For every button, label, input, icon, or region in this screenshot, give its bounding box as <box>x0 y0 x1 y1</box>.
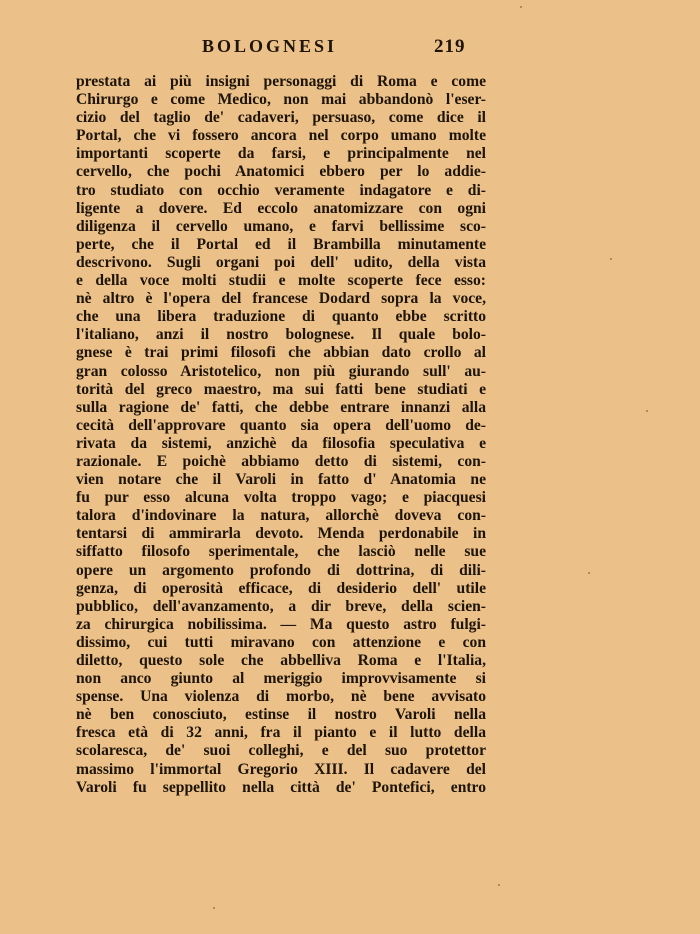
text-line: vien notare che il Varoli in fatto d' Anatomia ne <box>76 471 486 489</box>
page-number: 219 <box>434 36 466 57</box>
text-line: tentarsi di ammirarla devoto. Menda perdonabile in <box>76 525 486 543</box>
paper-speck <box>646 410 648 412</box>
paper-speck <box>520 6 522 8</box>
text-line: talora d'indovinare la natura, allorchè doveva con- <box>76 507 486 525</box>
text-line: tro studiato con occhio veramente indagatore e di- <box>76 181 486 199</box>
text-line: Chirurgo e come Medico, non mai abbandonò l'eser- <box>76 91 486 109</box>
text-line: gnese è trai primi filosofi che abbian dato crollo al <box>76 344 486 362</box>
text-line: cizio del taglio de' cadaveri, persuaso, come dice il <box>76 109 486 127</box>
text-line: descrivono. Sugli organi poi dell' udito, della vista <box>76 253 486 271</box>
text-line: opere un argomento profondo di dottrina, di dili- <box>76 561 486 579</box>
text-line: e della voce molti studii e molte scoperte fece esso: <box>76 272 486 290</box>
paper-speck <box>588 572 590 574</box>
text-line: fresca età di 32 anni, fra il pianto e il lutto della <box>76 724 486 742</box>
text-line: spense. Una violenza di morbo, nè bene avvisato <box>76 688 486 706</box>
text-line: pubblico, dell'avanzamento, a dir breve, della scien- <box>76 597 486 615</box>
text-line: perte, che il Portal ed il Brambilla minutamente <box>76 235 486 253</box>
text-line: cervello, che pochi Anatomici ebbero per lo addie- <box>76 163 486 181</box>
text-line: importanti scoperte da farsi, e principalmente nel <box>76 145 486 163</box>
text-line: torità del greco maestro, ma sui fatti bene studiati e <box>76 380 486 398</box>
text-line: non anco giunto al meriggio improvvisamente si <box>76 670 486 688</box>
text-line: Varoli fu seppellito nella città de' Pontefici, entro <box>76 778 486 796</box>
paper-speck <box>498 884 500 886</box>
text-line: Portal, che vi fossero ancora nel corpo umano molte <box>76 127 486 145</box>
text-line: nè ben conosciuto, estinse il nostro Varoli nella <box>76 706 486 724</box>
text-line: massimo l'immortal Gregorio XIII. Il cadavere del <box>76 760 486 778</box>
text-line: za chirurgica nobilissima. — Ma questo astro fulgi- <box>76 615 486 633</box>
text-line: dissimo, cui tutti miravano con attenzione e con <box>76 633 486 651</box>
text-line: razionale. E poichè abbiamo detto di sistemi, con- <box>76 452 486 470</box>
text-line: cecità dell'approvare quanto sia opera dell'uomo de- <box>76 416 486 434</box>
text-line: rivata da sistemi, anzichè da filosofia speculativa e <box>76 434 486 452</box>
running-title: BOLOGNESI <box>202 36 338 56</box>
text-line: nè altro è l'opera del francese Dodard sopra la voce, <box>76 290 486 308</box>
paper-speck <box>213 907 215 909</box>
text-line: prestata ai più insigni personaggi di Roma e come <box>76 73 486 90</box>
text-line: fu pur esso alcuna volta troppo vago; e piacquesi <box>76 489 486 507</box>
text-line: ligente a dovere. Ed eccolo anatomizzare con ogni <box>76 199 486 217</box>
text-line: che una libera traduzione di quanto ebbe scritto <box>76 308 486 326</box>
text-line: l'italiano, anzi il nostro bolognese. Il quale bolo- <box>76 326 486 344</box>
text-line: siffatto filosofo sperimentale, che lasciò nelle sue <box>76 543 486 561</box>
text-line: genza, di operosità efficace, di desiderio dell' utile <box>76 579 486 597</box>
text-line: sulla ragione de' fatti, che debbe entrare innanzi alla <box>76 398 486 416</box>
text-line: gran colosso Aristotelico, non più giurando sull' au- <box>76 362 486 380</box>
text-line: scolaresca, de' suoi colleghi, e del suo protettor <box>76 742 486 760</box>
running-head <box>0 36 700 60</box>
paper-speck <box>610 258 612 260</box>
body-text <box>76 73 486 797</box>
text-line: diligenza il cervello umano, e farvi bellissime sco- <box>76 217 486 235</box>
text-line: diletto, questo sole che abbelliva Roma e l'Italia, <box>76 652 486 669</box>
